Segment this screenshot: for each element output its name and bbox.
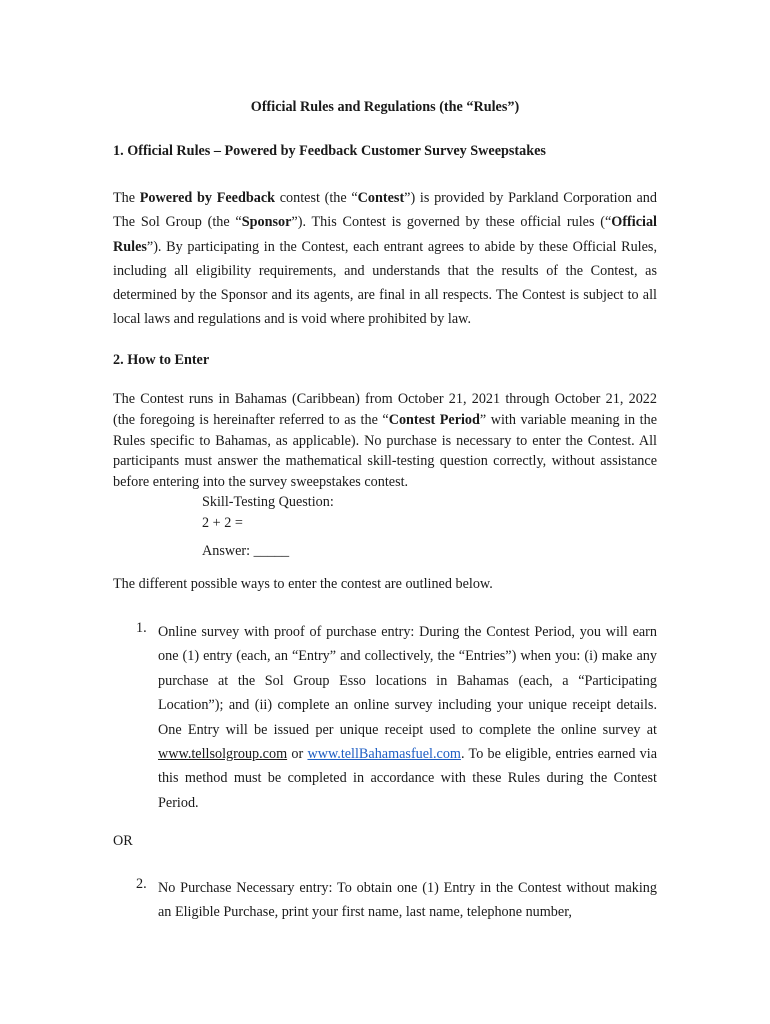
skill-answer: Answer: _____ [202, 543, 290, 559]
skill-question: 2 + 2 = [202, 515, 243, 531]
answer-blank: _____ [253, 543, 290, 559]
or-separator: OR [113, 833, 133, 849]
intro-paragraph: The Powered by Feedback contest (the “Contest”) is provided by Parkland Corporation and The Sol Group (the “Sponsor”). This Contest is governed by these official rules (“Official Rules”). By participating in the Contest, each entrant agrees to abide by these Official Rules, including all eligibility requirements, and understands that the results of the Contest, as determined by the Sponsor and its agents, are final in all respects. The Contest is subject to all local laws and regulations and is void where prohibited by law. [113, 190, 657, 328]
how-to-enter-paragraph: The Contest runs in Bahamas (Caribbean) from October 21, 2021 through October 21, 2022 (the foregoing is hereinafter referred to as the “Contest Period” with variable meaning in the Rules specific to Bahamas, as applicable). No purchase is necessary to enter the Contest. All participants must answer the mathematical skill-testing question correctly, without assistance before entering into the survey sweepstakes contest. [113, 391, 657, 491]
document-title: Official Rules and Regulations (the “Rules”) [250, 99, 520, 115]
list-item-2-text: No Purchase Necessary entry: To obtain one (1) Entry in the Contest without making an Eligible Purchase, print your first name, last name, telephone number, [158, 880, 657, 921]
tellbahamasfuel-link[interactable]: www.tellBahamasfuel.com [307, 746, 461, 763]
list-item-1-text: Online survey with proof of purchase entry: During the Contest Period, you will earn one (1) entry (each, an “Entry” and collectively, the “Entries”) when you: (i) make any purchase at the Sol Group Esso locations in Bahamas (each, a “Participating Location”); and (ii) complete an online survey including your unique receipt details. One Entry will be issued per unique receipt used to complete the online survey at www.tellsolgroup.com or www.tellBahamasfuel.com. To be eligible, entries earned via this method must be completed in accordance with these Rules during the Contest Period. [158, 624, 657, 811]
list-item-1-number: 1. [136, 620, 147, 636]
tellsolgroup-link[interactable]: www.tellsolgroup.com [158, 746, 288, 763]
ways-intro: The different possible ways to enter the contest are outlined below. [113, 576, 493, 592]
section-2-heading: 2. How to Enter [113, 352, 210, 368]
list-item-2-number: 2. [136, 876, 147, 892]
section-1-heading: 1. Official Rules – Powered by Feedback Customer Survey Sweepstakes [113, 143, 546, 159]
skill-question-label: Skill-Testing Question: [202, 494, 334, 510]
